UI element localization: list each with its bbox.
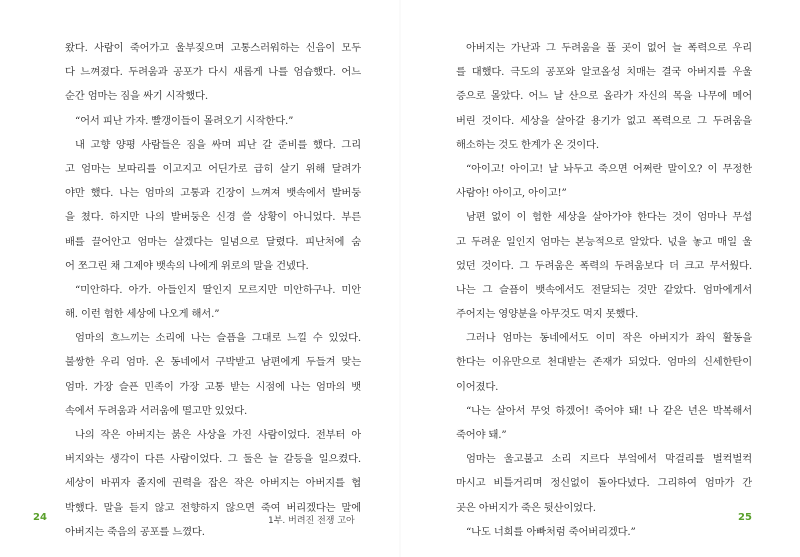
text-line: 을 쳤다. 하지만 나의 발버둥은 신경 쓸 상황이 아니었다. 부른 (65, 211, 361, 224)
left-page-body (65, 36, 361, 544)
text-line: 한다는 이유만으로 천대받는 존재가 되었다. 엄마의 신세한탄이 (456, 356, 752, 369)
text-line: 버지와는 생각이 다른 사람이었다. 그 둘은 늘 갈등을 일으켰다. (65, 453, 361, 466)
text-line: 엄마. 가장 슬픈 민족이 가장 고통 받는 시점에 나는 엄마의 뱃 (65, 380, 361, 393)
text-line: 불쌍한 우리 엄마. 온 동네에서 구박받고 남편에게 두들겨 맞는 (65, 356, 361, 369)
text-line: 아버지는 가난과 그 두려움을 풀 곳이 없어 늘 폭력으로 우리 (466, 42, 752, 54)
text-line: 해. 이런 험한 세상에 나오게 해서.” (65, 308, 220, 321)
right-page (400, 0, 800, 557)
text-line: 아버지는 죽음의 공포를 느꼈다. (65, 525, 205, 538)
text-line: 곳은 아버지가 죽은 뒷산이었다. (456, 501, 596, 514)
running-head: 1부. 버려진 전쟁 고아 (268, 516, 355, 526)
page-number-left: 24 (33, 512, 47, 523)
text-line: 어 쪼그린 채 그제야 뱃속의 나에게 위로의 말을 건넸다. (65, 259, 309, 272)
text-line: 다 느껴졌다. 두려움과 공포가 다시 새롭게 나를 엄습했다. 어느 (65, 66, 361, 79)
text-line: 엄마는 울고불고 소리 지르다 부엌에서 막걸리를 벌컥벌컥 (466, 453, 752, 466)
text-line: 고 엄마는 보따리를 이고지고 어딘가로 급히 살기 위해 달려가 (65, 162, 361, 175)
text-line: 버린 것이다. 세상을 살아갈 용기가 없고 폭력으로 그 두려움을 (456, 114, 752, 127)
text-line: 해소하는 것도 한계가 온 것이다. (456, 138, 599, 151)
text-line: 주어지는 영양분을 아무것도 먹지 못했다. (456, 308, 639, 321)
text-line: 속에서 두려움과 서러움에 떨고만 있었다. (65, 404, 248, 417)
text-line: 엄마의 흐느끼는 소리에 나는 슬픔을 그대로 느낄 수 있었다. (75, 332, 361, 345)
text-line: 고 두려운 일인지 엄마는 본능적으로 알았다. 넋을 놓고 매일 울 (456, 235, 752, 248)
text-line: 박했다. 말을 듣지 않고 전향하지 않으면 죽여 버리겠다는 말에 (65, 501, 361, 514)
text-line: “나도 너희를 아빠처럼 죽어버리겠다.” (466, 525, 636, 538)
text-line: “어서 피난 가자. 빨갱이들이 몰려오기 시작한다.” (75, 114, 294, 127)
text-line: 순간 엄마는 짐을 싸기 시작했다. (65, 90, 208, 103)
text-line: “아이고! 아이고! 날 놔두고 죽으면 어쩌란 말이오? 이 무정한 (466, 162, 752, 175)
text-line: 나는 그 슬픔이 뱃속에서도 전달되는 것만 같았다. 엄마에게서 (456, 283, 752, 296)
text-line: 세상이 바뀌자 졸지에 권력을 잡은 작은 아버지는 아버지를 협 (65, 477, 361, 490)
right-page-body (456, 36, 752, 544)
text-line: 사람아! 아이고, 아이고!” (456, 187, 567, 200)
text-line: 왔다. 사람이 죽어가고 울부짖으며 고통스러워하는 신음이 모두 (65, 42, 361, 54)
text-line: 마시고 비틀거리며 정신없이 돌아다녔다. 그리하여 엄마가 간 (456, 477, 752, 490)
text-line: “미안하다. 아가. 아들인지 딸인지 모르지만 미안하구나. 미안 (75, 283, 361, 296)
text-line: 었던 것이다. 그 두려움은 폭력의 두려움보다 더 크고 무서웠다. (456, 259, 752, 272)
text-line: 남편 없이 이 험한 세상을 살아가야 한다는 것이 엄마나 무섭 (466, 211, 752, 224)
text-line: 배를 끌어안고 엄마는 살겠다는 일념으로 달렸다. 피난처에 숨 (65, 235, 361, 248)
page-number-right: 25 (738, 512, 752, 523)
text-line: “나는 살아서 무엇 하겠어! 죽어야 돼! 나 같은 년은 박복해서 (466, 404, 752, 417)
text-line: 이어졌다. (456, 380, 499, 393)
text-line: 내 고향 양평 사람들은 짐을 싸며 피난 갈 준비를 했다. 그리 (75, 138, 361, 151)
text-line: 나의 작은 아버지는 붉은 사상을 가진 사람이었다. 전부터 아 (75, 429, 361, 441)
text-line: 를 대했다. 극도의 공포와 알코올성 치매는 결국 아버지를 우울 (456, 66, 752, 79)
text-line: 죽어야 돼.” (456, 429, 507, 441)
text-line: 그러나 엄마는 동네에서도 이미 작은 아버지가 좌익 활동을 (466, 332, 752, 345)
text-line: 야만 했다. 나는 엄마의 고통과 긴장이 느껴져 뱃속에서 발버둥 (65, 187, 361, 200)
text-line: 증으로 몰았다. 어느 날 산으로 올라가 자신의 목을 나무에 메어 (456, 90, 752, 103)
